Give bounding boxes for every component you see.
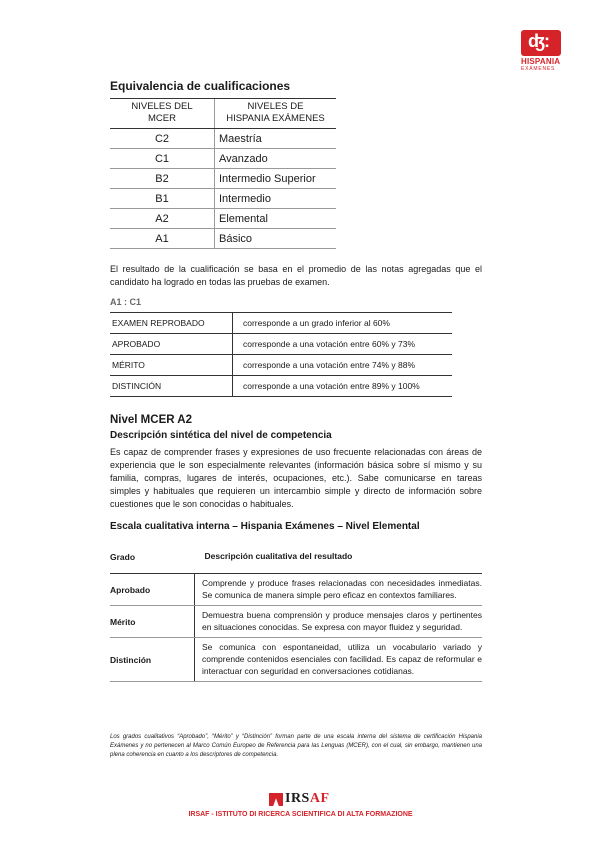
grade-desc: corresponde a una votación entre 74% y 88% (233, 355, 453, 376)
grade-row (110, 355, 452, 376)
level-description: Es capaz de comprender frases y expresiones de uso frecuente relacionadas con áreas de experiencia que le son especialmente relevantes (información básica sobre sí mismo y su familia, compras, lugares de interés, ocupaciones, etc.). Sabe comunicarse en tareas simples y habituales que requieren un intercambio simple y directo de información sobre cuestiones que le son conocidas o habituales. (110, 447, 482, 509)
footnote: Los grados cualitativos “Aprobado”, “Mérito” y “Distinción” forman parte de una escala interna del sistema de certificación Hispania Exámenes y no pertenecen al Marco Común Europeo de Referencia para las Lenguas (MCER), con el cual, sin embargo, mantienen una plena coherencia en cuanto a los descriptores de competencia. (110, 734, 482, 758)
level-subtitle: Descripción sintética del nivel de competencia (110, 430, 332, 441)
hispania-level: Maestría (215, 129, 337, 149)
irsaf-brand-left: IRS (285, 791, 310, 806)
hispania-level: Avanzado (215, 149, 337, 169)
scale-head-grade: Grado (110, 540, 195, 574)
mcer-level: A1 (110, 229, 215, 249)
logo-mark-icon: ʤ: (521, 30, 561, 56)
hispania-level: Básico (215, 229, 337, 249)
scale-row (110, 606, 482, 638)
scale-grade: Mérito (110, 606, 195, 638)
hispania-level: Intermedio (215, 189, 337, 209)
hispania-logo (521, 30, 561, 72)
scale-title: Escala cualitativa interna – Hispania Exámenes – Nivel Elemental (110, 521, 420, 532)
grade-name: EXAMEN REPROBADO (110, 313, 233, 334)
mcer-level: B1 (110, 189, 215, 209)
scale-desc: Comprende y produce frases relacionadas con necesidades inmediatas. Se comunica de manera simple pero eficaz en contextos familiares. (195, 574, 483, 606)
logo-brand: HISPANIA (521, 57, 561, 66)
irsaf-mark-icon (269, 793, 283, 806)
grade-row (110, 313, 452, 334)
scale-head-desc: Descripción cualitativa del resultado (195, 540, 483, 574)
equivalence-row (110, 229, 336, 249)
hispania-level: Elemental (215, 209, 337, 229)
hispania-level: Intermedio Superior (215, 169, 337, 189)
equivalence-row (110, 149, 336, 169)
grade-desc: corresponde a una votación entre 89% y 100% (233, 376, 453, 397)
scale-row (110, 638, 482, 682)
scale-table (110, 540, 482, 682)
grade-desc: corresponde a un grado inferior al 60% (233, 313, 453, 334)
irsaf-brand-right: AF (309, 791, 330, 806)
equivalence-row (110, 169, 336, 189)
scale-grade: Distinción (110, 638, 195, 682)
mcer-level: C1 (110, 149, 215, 169)
scale-row (110, 574, 482, 606)
equivalence-head-hispania: NIVELES DE HISPANIA EXÁMENES (215, 99, 337, 129)
grade-desc: corresponde a una votación entre 60% y 73% (233, 334, 453, 355)
scale-desc: Se comunica con espontaneidad, utiliza un vocabulario variado y comprende contenidos esenciales con facilidad. Es capaz de reformular e interactuar con seguridad en conversaciones cotidianas. (195, 638, 483, 682)
equivalence-row (110, 209, 336, 229)
level-title: Nivel MCER A2 (110, 414, 193, 426)
mcer-level: A2 (110, 209, 215, 229)
grade-row (110, 376, 452, 397)
grade-name: APROBADO (110, 334, 233, 355)
equivalence-row (110, 189, 336, 209)
scale-header-row (110, 540, 482, 574)
irsaf-logo (255, 793, 345, 807)
grades-label: A1 : C1 (110, 297, 142, 307)
result-text: El resultado de la cualificación se basa en el promedio de las notas agregadas que el candidato ha logrado en todas las pruebas de examen. (110, 264, 482, 287)
grade-row (110, 334, 452, 355)
equivalence-row (110, 129, 336, 149)
mcer-level: C2 (110, 129, 215, 149)
grades-table (110, 312, 452, 397)
grade-name: MÉRITO (110, 355, 233, 376)
scale-desc: Demuestra buena comprensión y produce mensajes claros y pertinentes en situaciones conocidas. Se expresa con mayor fluidez y seguridad. (195, 606, 483, 638)
equivalence-head-mcer: NIVELES DEL MCER (110, 99, 215, 129)
logo-sub: EXÁMENES (521, 66, 556, 72)
equivalence-title: Equivalencia de cualificaciones (110, 79, 291, 93)
grade-name: DISTINCIÓN (110, 376, 233, 397)
equivalence-table (110, 98, 336, 249)
scale-grade: Aprobado (110, 574, 195, 606)
mcer-level: B2 (110, 169, 215, 189)
irsaf-tagline: IRSAF - ISTITUTO DI RICERCA SCIENTIFICA DI ALTA FORMAZIONE (188, 811, 413, 818)
